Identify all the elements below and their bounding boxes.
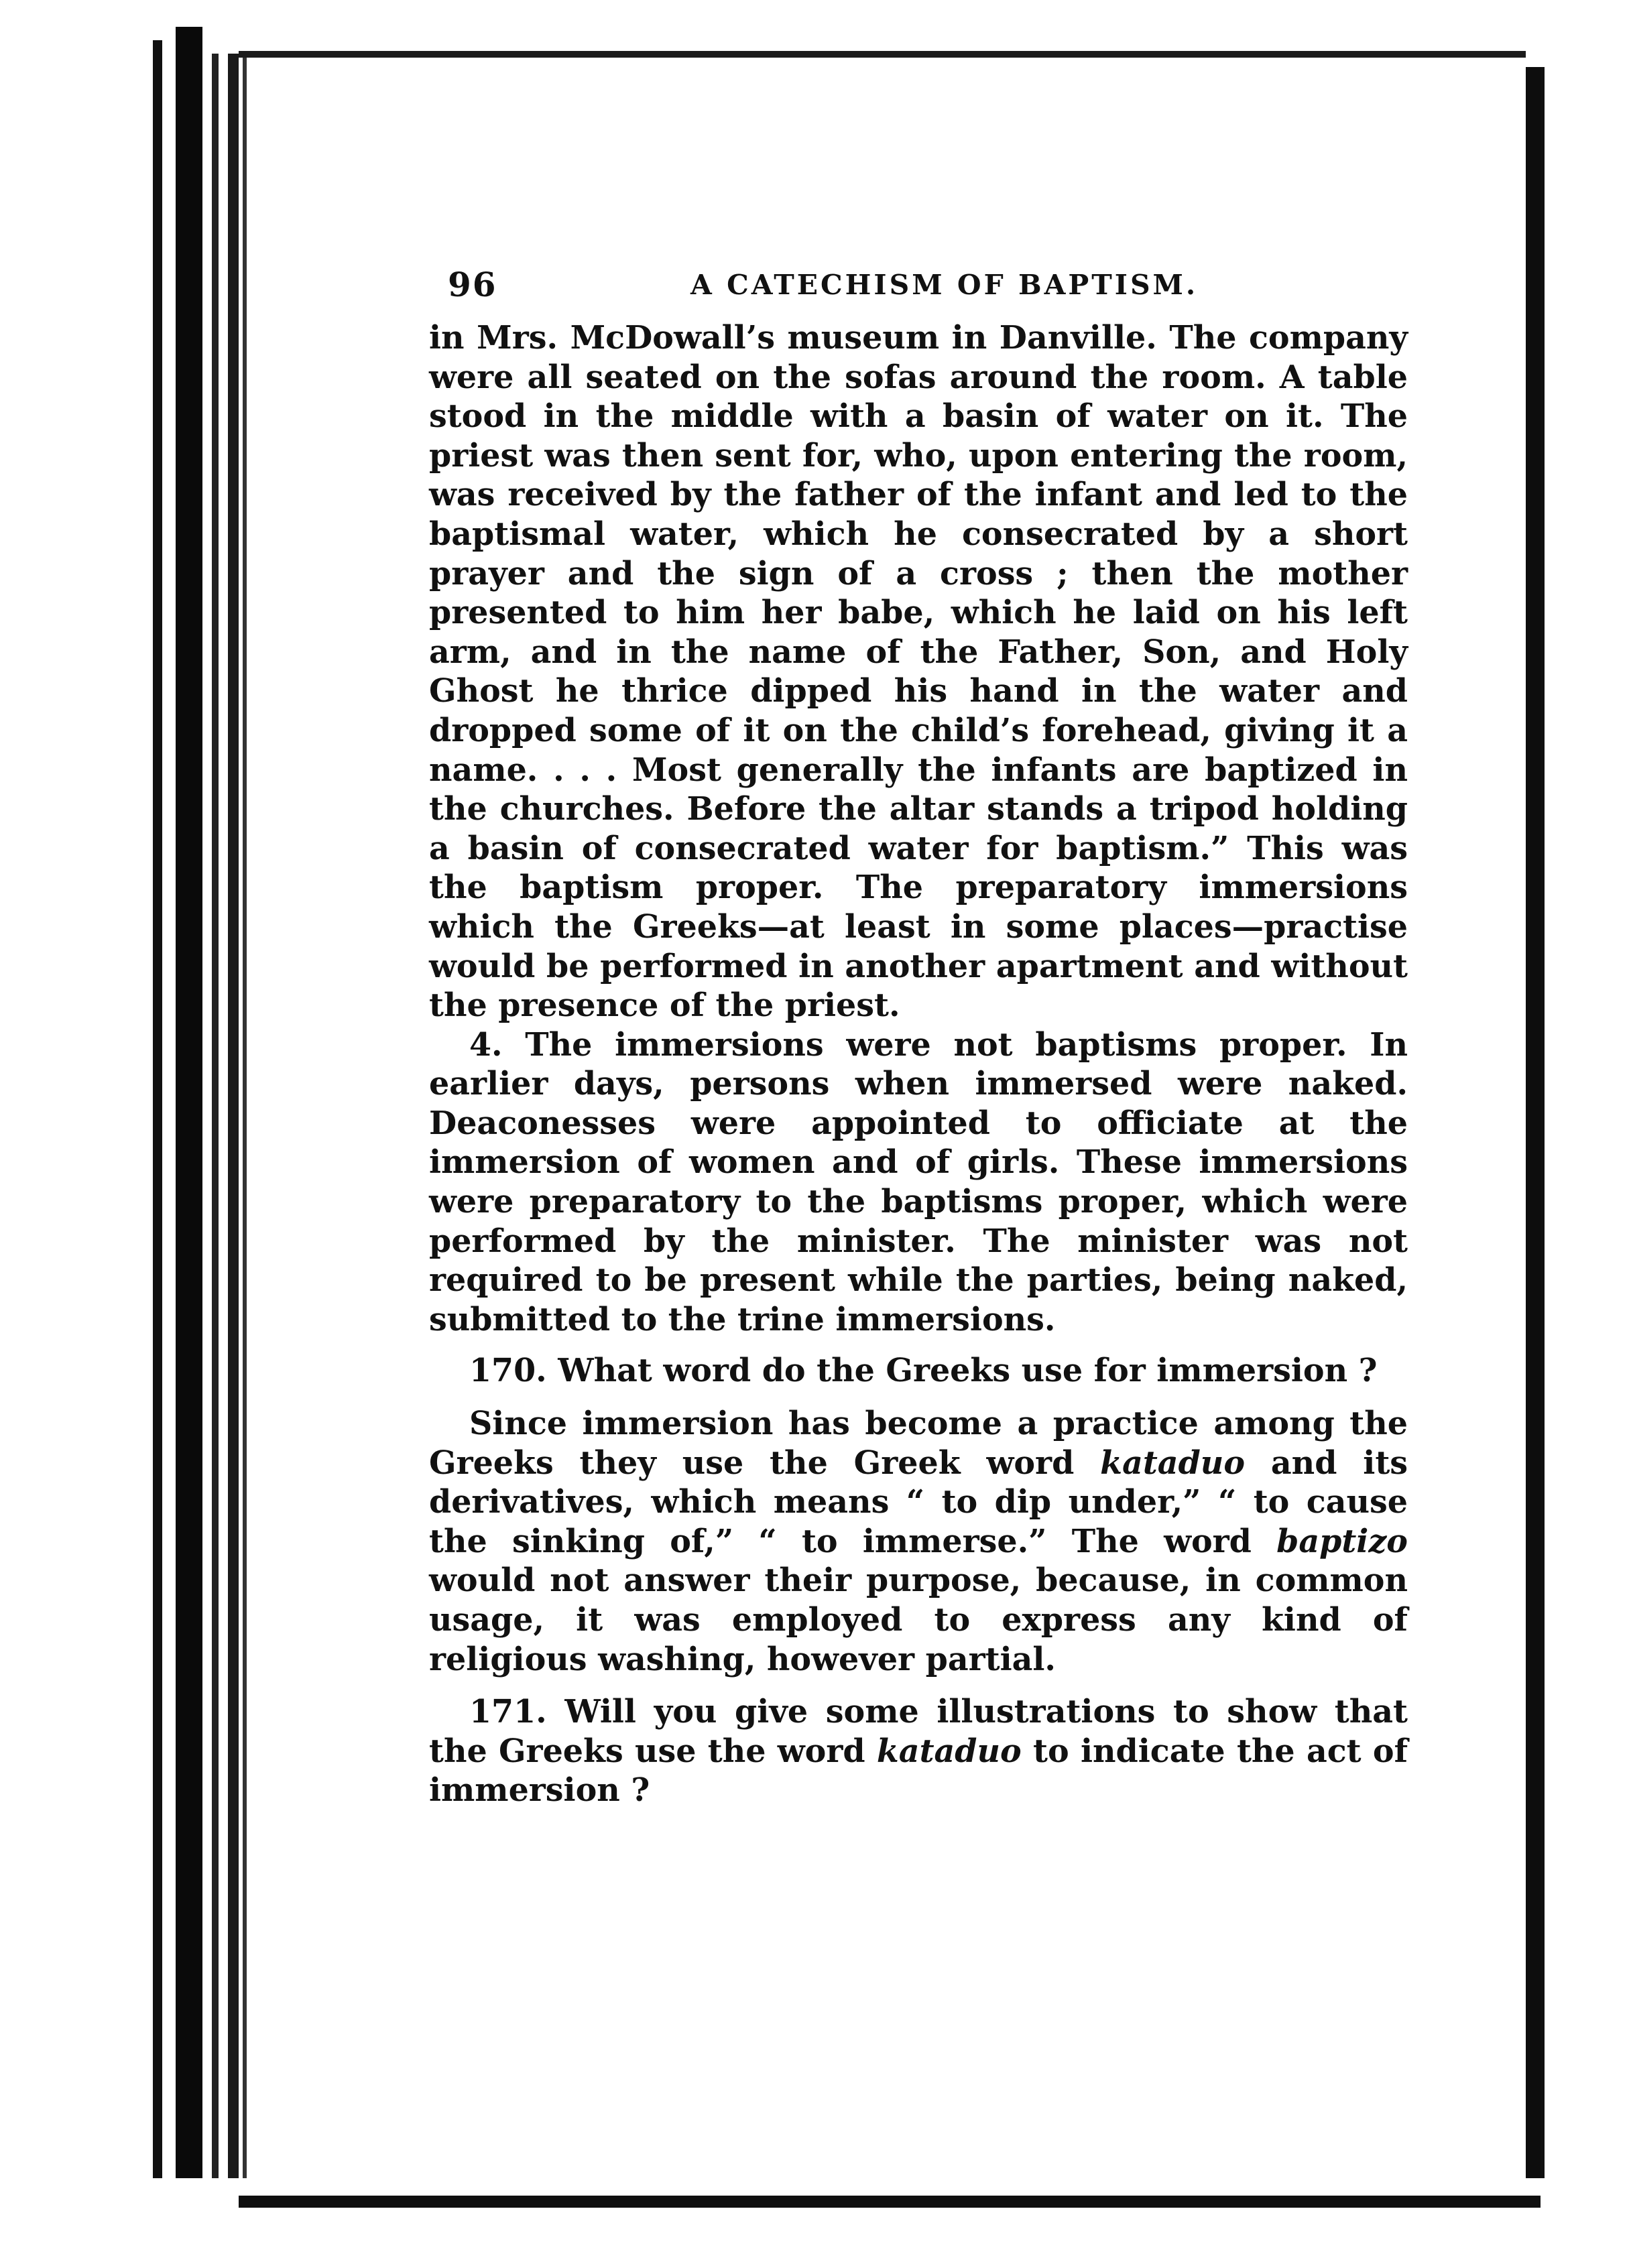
- greek-word-kataduo: kataduo: [1100, 1444, 1246, 1482]
- question-171: [429, 1692, 1408, 1810]
- facing-page-edge: [1541, 67, 1629, 2239]
- page-right-edge: [1526, 67, 1541, 2239]
- running-title: A CATECHISM OF BAPTISM.: [690, 269, 1199, 301]
- paragraph-point-4: 4. The immersions were not baptisms proper. In earlier days, persons when immersed were naked. Deaconesses were appointed to officiate at the immersion of women and of girls. These immersions were preparatory to the baptisms proper, which were performed by the minister. The minister was not required to be present while the parties, being naked, submitted to the trine immersions.: [429, 1025, 1408, 1338]
- greek-word-baptizo: baptizo: [1276, 1522, 1408, 1560]
- page-content: [429, 265, 1408, 1810]
- binding-edge: [212, 54, 219, 2225]
- page-bottom-edge: [239, 2196, 1541, 2208]
- binding-edge: [153, 40, 162, 2252]
- page-number: 96: [448, 265, 497, 304]
- scan-margin-bottom: [0, 2178, 1629, 2268]
- question-170: 170. What word do the Greeks use for immersion ?: [469, 1352, 1378, 1390]
- scan-margin-left: [0, 0, 141, 2268]
- answer-text: and its derivatives, which means “ to dip under,” “ to cause the sinking of,” “ to immerse.” The word: [429, 1444, 1408, 1560]
- page-header: [429, 265, 1408, 318]
- binding-edge: [176, 27, 202, 2252]
- page-top-edge: [239, 51, 1526, 58]
- binding-edge: [243, 54, 247, 2225]
- answer-text: Since immersion has become a practice among the Greeks they use the Greek word: [429, 1405, 1408, 1482]
- greek-word-kataduo: kataduo: [876, 1732, 1022, 1770]
- body-text: [429, 318, 1408, 1810]
- question-text: 171. Will you give some illustrations to show that the Greeks use the word: [429, 1693, 1408, 1770]
- question-text: to indicate the act of immersion ?: [429, 1732, 1408, 1810]
- answer-170: [429, 1404, 1408, 1679]
- answer-text: would not answer their purpose, because, in common usage, it was employed to express any kind of religious washing, however partial.: [429, 1562, 1408, 1678]
- paragraph-continuation: in Mrs. McDowall’s museum in Danville. The company were all seated on the sofas around the room. A table stood in the middle with a basin of water on it. The priest was then sent for, who, upon entering the room, was received by the father of the infant and led to the baptismal water, which he consecrated by a short prayer and the sign of a cross ; then the mother presented to him her babe, which he laid on his left arm, and in the name of the Father, Son, and Holy Ghost he thrice dipped his hand in the water and dropped some of it on the child’s forehead, giving it a name. . . . Most generally the infants are baptized in the churches. Before the altar stands a tripod holding a basin of consecrated water for baptism.” This was the baptism proper. The preparatory immersions which the Greeks—at least in some places—practise would be performed in another apartment and without the presence of the priest.: [429, 319, 1408, 1025]
- binding-edge: [228, 54, 239, 2225]
